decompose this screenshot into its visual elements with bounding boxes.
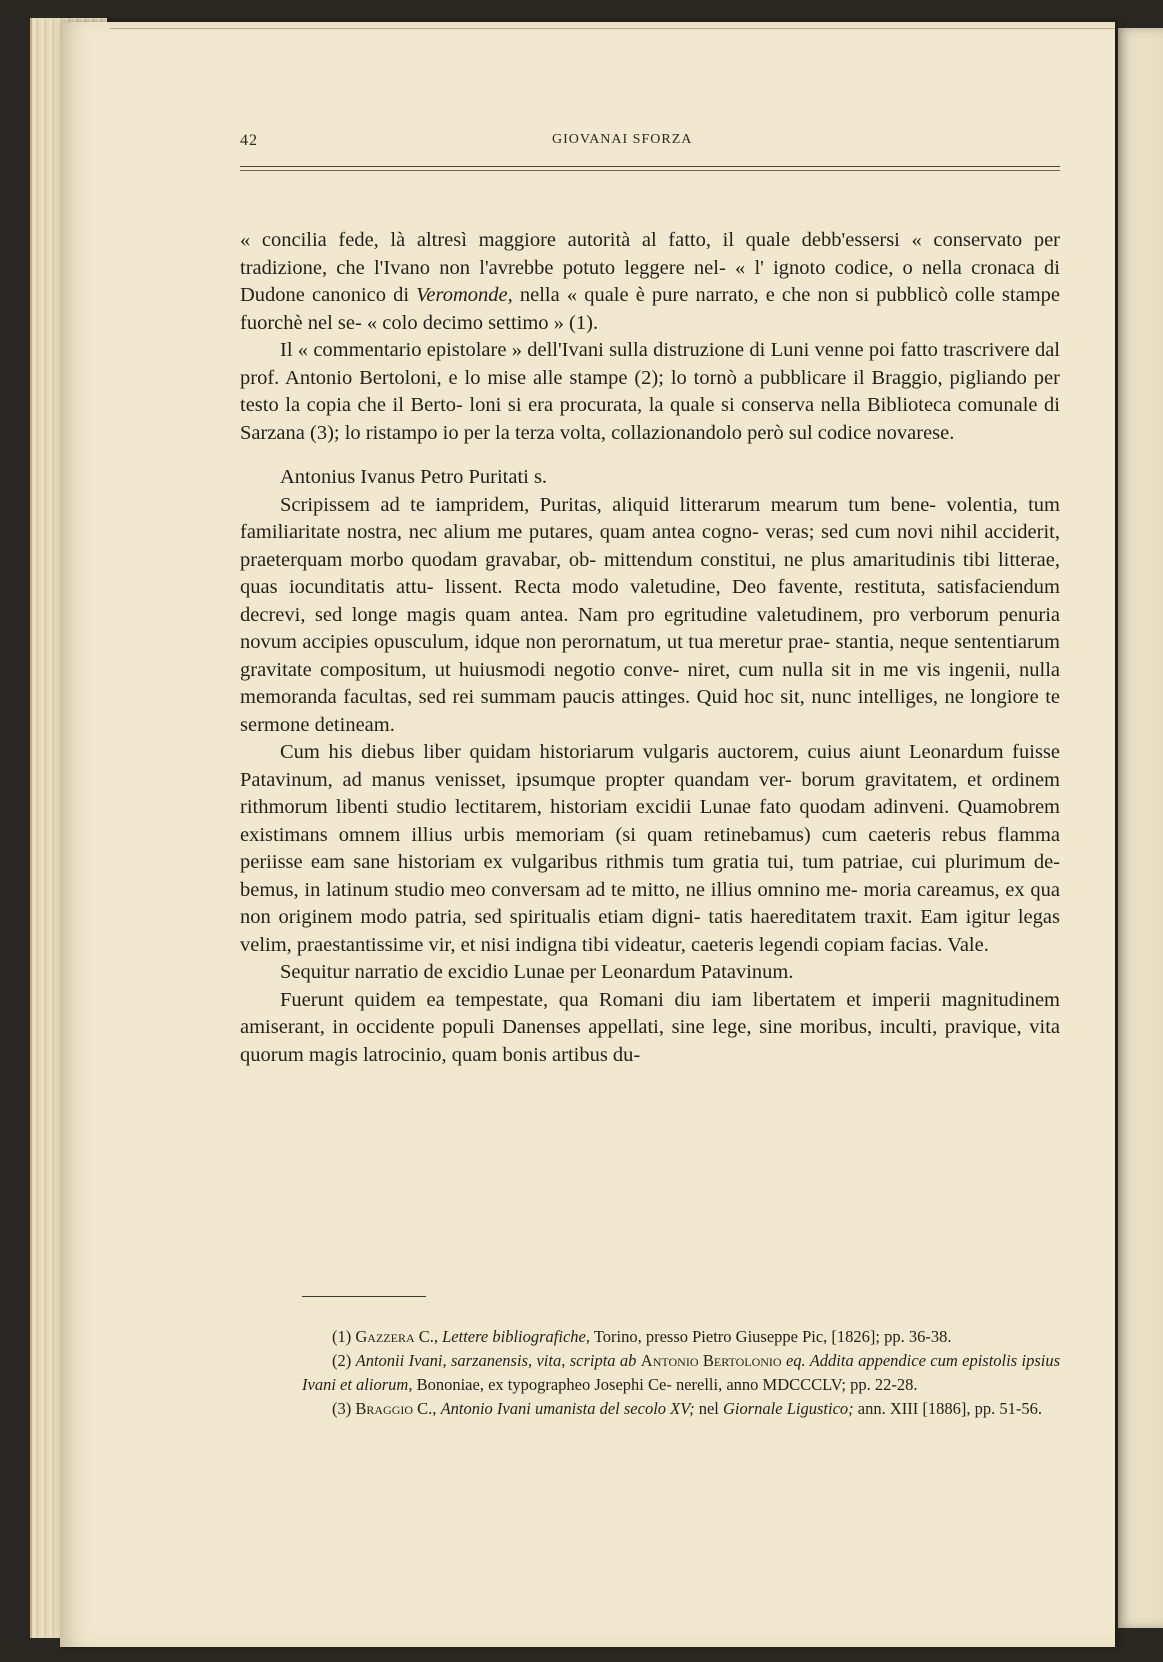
footnotes [302, 1325, 1060, 1421]
footnote-2: (2) Antonii Ivani, sarzanensis, vita, scripta ab Antonio Bertolonio eq. Addita appendice cum epistolis ipsius Ivani et aliorum, Bononiae, ex typographeo Josephi Ce- nerelli, anno MDCCCLV; pp. 22-28. [302, 1351, 1060, 1394]
facing-page-edge [1118, 28, 1163, 1628]
paragraph-quote: « concilia fede, là altresì maggiore autorità al fatto, il quale debb'essersi « conservato per tradizione, che l'Ivano non l'avrebbe potuto leggere nel- « l' ignoto codice, o nella cronaca di Dudone canonico di Veromonde, nella « quale è pure narrato, e che non si pubblicò colle stampe fuorchè nel se- « colo decimo settimo » (1). [240, 229, 1060, 334]
footnote-3: (3) Braggio C., Antonio Ivani umanista del secolo XV; nel Giornale Ligustico; ann. XIII [1886], pp. 51-56. [332, 1399, 1042, 1418]
running-title: GIOVANAI SFORZA [552, 132, 693, 147]
letter-paragraph-1: Scripissem ad te iampridem, Puritas, aliquid litterarum mearum tum bene- volentia, tum familiaritate nostra, nec alium me putares, quam antea cogno- veras; sed cum novi nihil acciderit, praeterquam morbo quodam gravabar, ob- mittendum constitui, ne plus amaritudinis tibi litterae, quas iocunditatis attu- lissent. Recta modo valetudine, Deo favente, restituta, satisfaciendum decrevi, sed longe magis quam antea. Nam pro egritudine valetudinem, pro verborum penuria novum accipies opusculum, idque non perornatum, ut tua meretur prae- stantia, neque sententiarum gravitate compositum, ut huiusmodi negotio conve- niret, cum nulla sit in me vis ingenii, nulla memoranda facultas, sed rei summam paucis attinges. Quid hoc sit, nunc intelliges, ne longiore te sermone detineam. [240, 493, 1060, 736]
footnote-1: (1) Gazzera C., Lettere bibliografiche, Torino, presso Pietro Giuseppe Pic, [1826]; pp. 36-38. [332, 1327, 952, 1346]
letter-salutation: Antonius Ivanus Petro Puritati s. [280, 466, 548, 488]
letter-paragraph-2: Cum his diebus liber quidam historiarum vulgaris auctorem, cuius aiunt Leonardum fuisse Patavinum, ad manus venisset, ipsumque propter quandam ver- borum gravitatem, et ordinem rithmorum libenti studio lectitarem, historiam excidii Lunae fato quodam adinveni. Quamobrem existimans omnem illius urbis memoriam (si quam retinebamus) cum caeteris rebus flamma periisse eam sane historiam ex vulgaribus rithmis tum gratia tui, tum patriae, cui plurimum de- bemus, in latinum studio meo conversam ad te mitto, ne illius omnino me- moria careamus, ex qua non originem modo patria, sed spiritualis etiam digni- tatis haereditatem traxit. Eam igitur legas velim, praestantissime vir, et nisi indigna tibi videatur, caeteris legendi copiam facias. Vale. [240, 741, 1060, 956]
page-top-rule [110, 28, 1115, 29]
spacer [240, 447, 1060, 464]
header-rule-second [240, 170, 1060, 171]
narratio-paragraph: Fuerunt quidem ea tempestate, qua Romani diu iam libertatem et imperii magnitudinem amiserant, in occidente populi Danenses appellati, sine lege, sine moribus, inculti, pravique, vita quorum magis latrocinio, quam bonis artibus du- [240, 988, 1060, 1066]
header-rule [240, 166, 1060, 167]
running-header [240, 132, 1060, 158]
paragraph-commentary: Il « commentario epistolare » dell'Ivani sulla distruzione di Luni venne poi fatto trascrivere dal prof. Antonio Bertoloni, e lo mise alle stampe (2); lo tornò a pubblicare il Braggio, pigliando per testo la copia che il Berto- loni si era procurata, la quale si conserva nella Biblioteca comunale di Sarzana (3); lo ristampo io per la terza volta, collazionandolo però sul codice novarese. [240, 339, 1060, 444]
page-number: 42 [240, 132, 258, 149]
footnote-rule [302, 1296, 426, 1297]
main-text [240, 227, 1060, 1069]
narratio-heading: Sequitur narratio de excidio Lunae per Leonardum Patavinum. [280, 961, 794, 983]
